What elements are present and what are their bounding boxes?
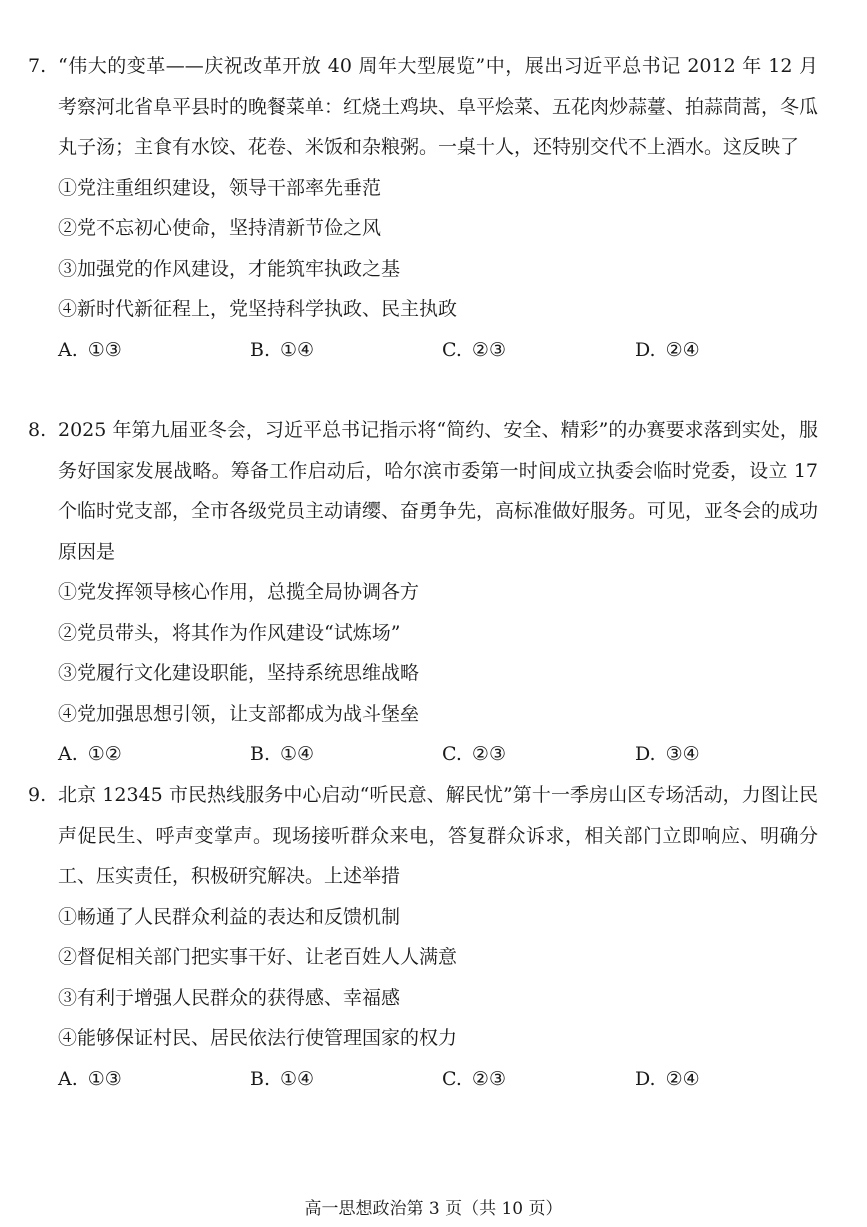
choice-letter: B. — [250, 338, 271, 361]
choice-value: ①④ — [280, 743, 315, 765]
choice-value: ①② — [87, 743, 122, 765]
choice-value: ②④ — [665, 1067, 700, 1090]
statement-3: ③党履行文化建设职能，坚持系统思维战略 — [58, 662, 420, 684]
choice-letter: D. — [635, 743, 656, 765]
choice-letter: B. — [250, 743, 271, 765]
choice-letter: C. — [442, 338, 462, 361]
statement-1: ①畅通了人民群众利益的表达和反馈机制 — [58, 905, 401, 928]
question-text: 北京 12345 市民热线服务中心启动“听民意、解民忧”第十一季房山区专场活动，力图让民声促民生、呼声变掌声。现场接听群众来电，答复群众诉求，相关部门立即响应、明确分工、压实责任，积极研究解决。上述举措 — [58, 784, 818, 887]
choice-c[interactable] — [442, 734, 506, 775]
choice-b[interactable] — [250, 734, 314, 775]
question-stem — [28, 775, 818, 897]
choice-a[interactable] — [58, 330, 122, 371]
choice-b[interactable] — [250, 1059, 314, 1100]
choice-letter: C. — [442, 743, 462, 765]
question-8 — [28, 410, 818, 775]
choice-letter: A. — [58, 1067, 78, 1090]
choice-value: ①③ — [87, 338, 122, 361]
answer-choices — [28, 1059, 818, 1100]
question-stem — [28, 46, 818, 168]
question-9 — [28, 775, 818, 1099]
choice-letter: B. — [250, 1067, 271, 1090]
statement-2: ②督促相关部门把实事干好、让老百姓人人满意 — [58, 946, 458, 968]
statement-4: ④能够保证村民、居民依法行使管理国家的权力 — [58, 1027, 458, 1049]
statement-4: ④新时代新征程上，党坚持科学执政、民主执政 — [58, 298, 458, 320]
statement-2: ②党员带头，将其作为作风建设“试炼场” — [58, 621, 401, 644]
choice-letter: A. — [58, 743, 78, 765]
statement-3: ③加强党的作风建设，才能筑牢执政之基 — [58, 257, 401, 280]
answer-choices — [28, 330, 818, 371]
choice-c[interactable] — [442, 1059, 506, 1100]
choice-value: ①④ — [280, 338, 315, 361]
question-7 — [28, 46, 818, 370]
choice-b[interactable] — [250, 330, 314, 371]
question-number: 8. — [28, 419, 47, 441]
choice-value: ①④ — [280, 1067, 315, 1090]
choice-value: ②④ — [665, 338, 700, 361]
choice-d[interactable] — [635, 1059, 700, 1100]
question-stem — [28, 410, 818, 572]
choice-c[interactable] — [442, 330, 506, 371]
question-number: 7. — [28, 55, 47, 77]
answer-choices — [28, 734, 818, 775]
choice-value: ③④ — [665, 743, 700, 765]
choice-letter: C. — [442, 1067, 462, 1090]
choice-a[interactable] — [58, 1059, 122, 1100]
choice-value: ②③ — [471, 1067, 506, 1090]
question-text: 2025 年第九届亚冬会，习近平总书记指示将“简约、安全、精彩”的办赛要求落到实处，服务好国家发展战略。筹备工作启动后，哈尔滨市委第一时间成立执委会临时党委，设立 17 个临时党支部，全市各级党员主动请缨、奋勇争先，高标准做好服务。可见，亚冬会的成功原因是 — [58, 419, 819, 563]
choice-value: ②③ — [471, 338, 506, 361]
question-text: “伟大的变革——庆祝改革开放 40 周年大型展览”中，展出习近平总书记 2012 年 12 月考察河北省阜平县时的晚餐菜单：红烧土鸡块、阜平烩菜、五花肉炒蒜薹、拍蒜茼蒿，冬瓜丸子汤；主食有水饺、花卷、米饭和杂粮粥。一桌十人，还特别交代不上酒水。这反映了 — [58, 55, 819, 158]
statement-3: ③有利于增强人民群众的获得感、幸福感 — [58, 986, 401, 1009]
choice-value: ②③ — [471, 743, 506, 765]
statement-2: ②党不忘初心使命，坚持清新节俭之风 — [58, 217, 382, 239]
statement-1: ①党发挥领导核心作用，总揽全局协调各方 — [58, 581, 420, 603]
choice-letter: D. — [635, 338, 656, 361]
question-number: 9. — [28, 784, 47, 806]
choice-value: ①③ — [87, 1067, 122, 1090]
statement-1: ①党注重组织建设，领导干部率先垂范 — [58, 176, 382, 199]
statement-4: ④党加强思想引领，让支部都成为战斗堡垒 — [58, 702, 420, 725]
choice-letter: A. — [58, 338, 78, 361]
choice-letter: D. — [635, 1067, 656, 1090]
page-footer: 高一思想政治第 3 页（共 10 页） — [304, 1199, 563, 1219]
choice-a[interactable] — [58, 734, 122, 775]
choice-d[interactable] — [635, 734, 700, 775]
choice-d[interactable] — [635, 330, 700, 371]
